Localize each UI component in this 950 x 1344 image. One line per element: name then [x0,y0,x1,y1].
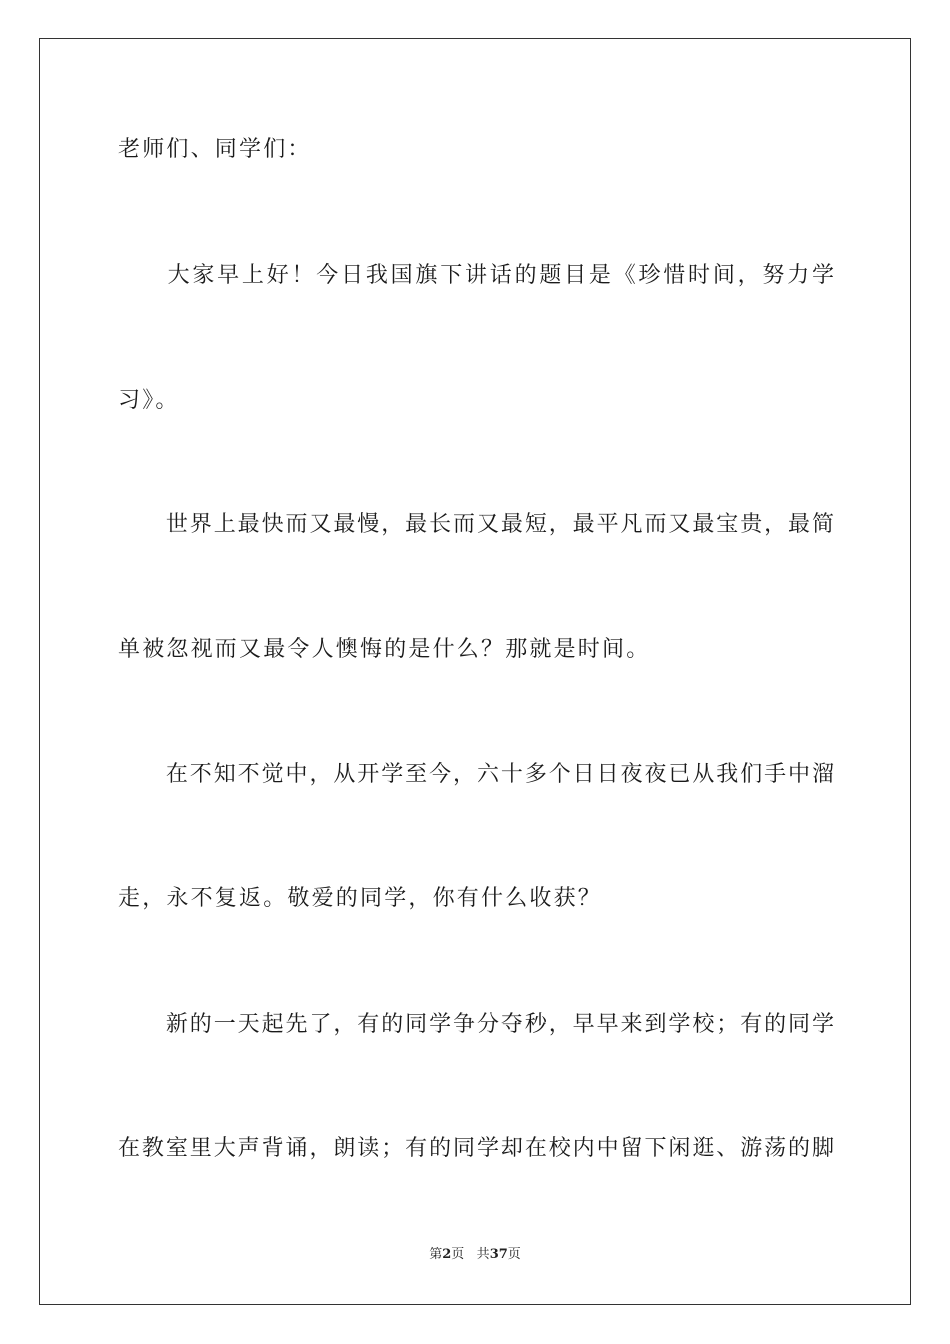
page-suffix: 页 [451,1247,465,1262]
paragraph-line: 单被忽视而又最令人懊悔的是什么？那就是时间。 [118,637,651,662]
paragraph-line: 大家早上好！今日我国旗下讲话的题目是《珍惜时间，努力学 [118,263,834,288]
paragraph-line: 新的一天起先了，有的同学争分夺秒，早早来到学校；有的同学 [118,1012,834,1037]
total-suffix: 页 [507,1247,521,1262]
salutation-line: 老师们、同学们： [118,137,312,162]
page-footer [0,1246,950,1264]
total-pages: 37 [489,1247,508,1262]
page-number: 2 [442,1247,452,1262]
paragraph-line: 世界上最快而又最慢，最长而又最短，最平凡而又最宝贵，最简 [118,512,834,537]
paragraph-line: 走，永不复返。敬爱的同学，你有什么收获？ [118,886,603,911]
page-border [39,38,911,1305]
paragraph-line: 在不知不觉中，从开学至今，六十多个日日夜夜已从我们手中溜 [118,762,834,787]
paragraph-line: 习》。 [118,388,180,413]
paragraph-line: 在教室里大声背诵，朗读；有的同学却在校内中留下闲逛、游荡的脚 [118,1136,834,1161]
total-prefix: 共 [476,1247,490,1262]
page-prefix: 第 [429,1247,443,1262]
